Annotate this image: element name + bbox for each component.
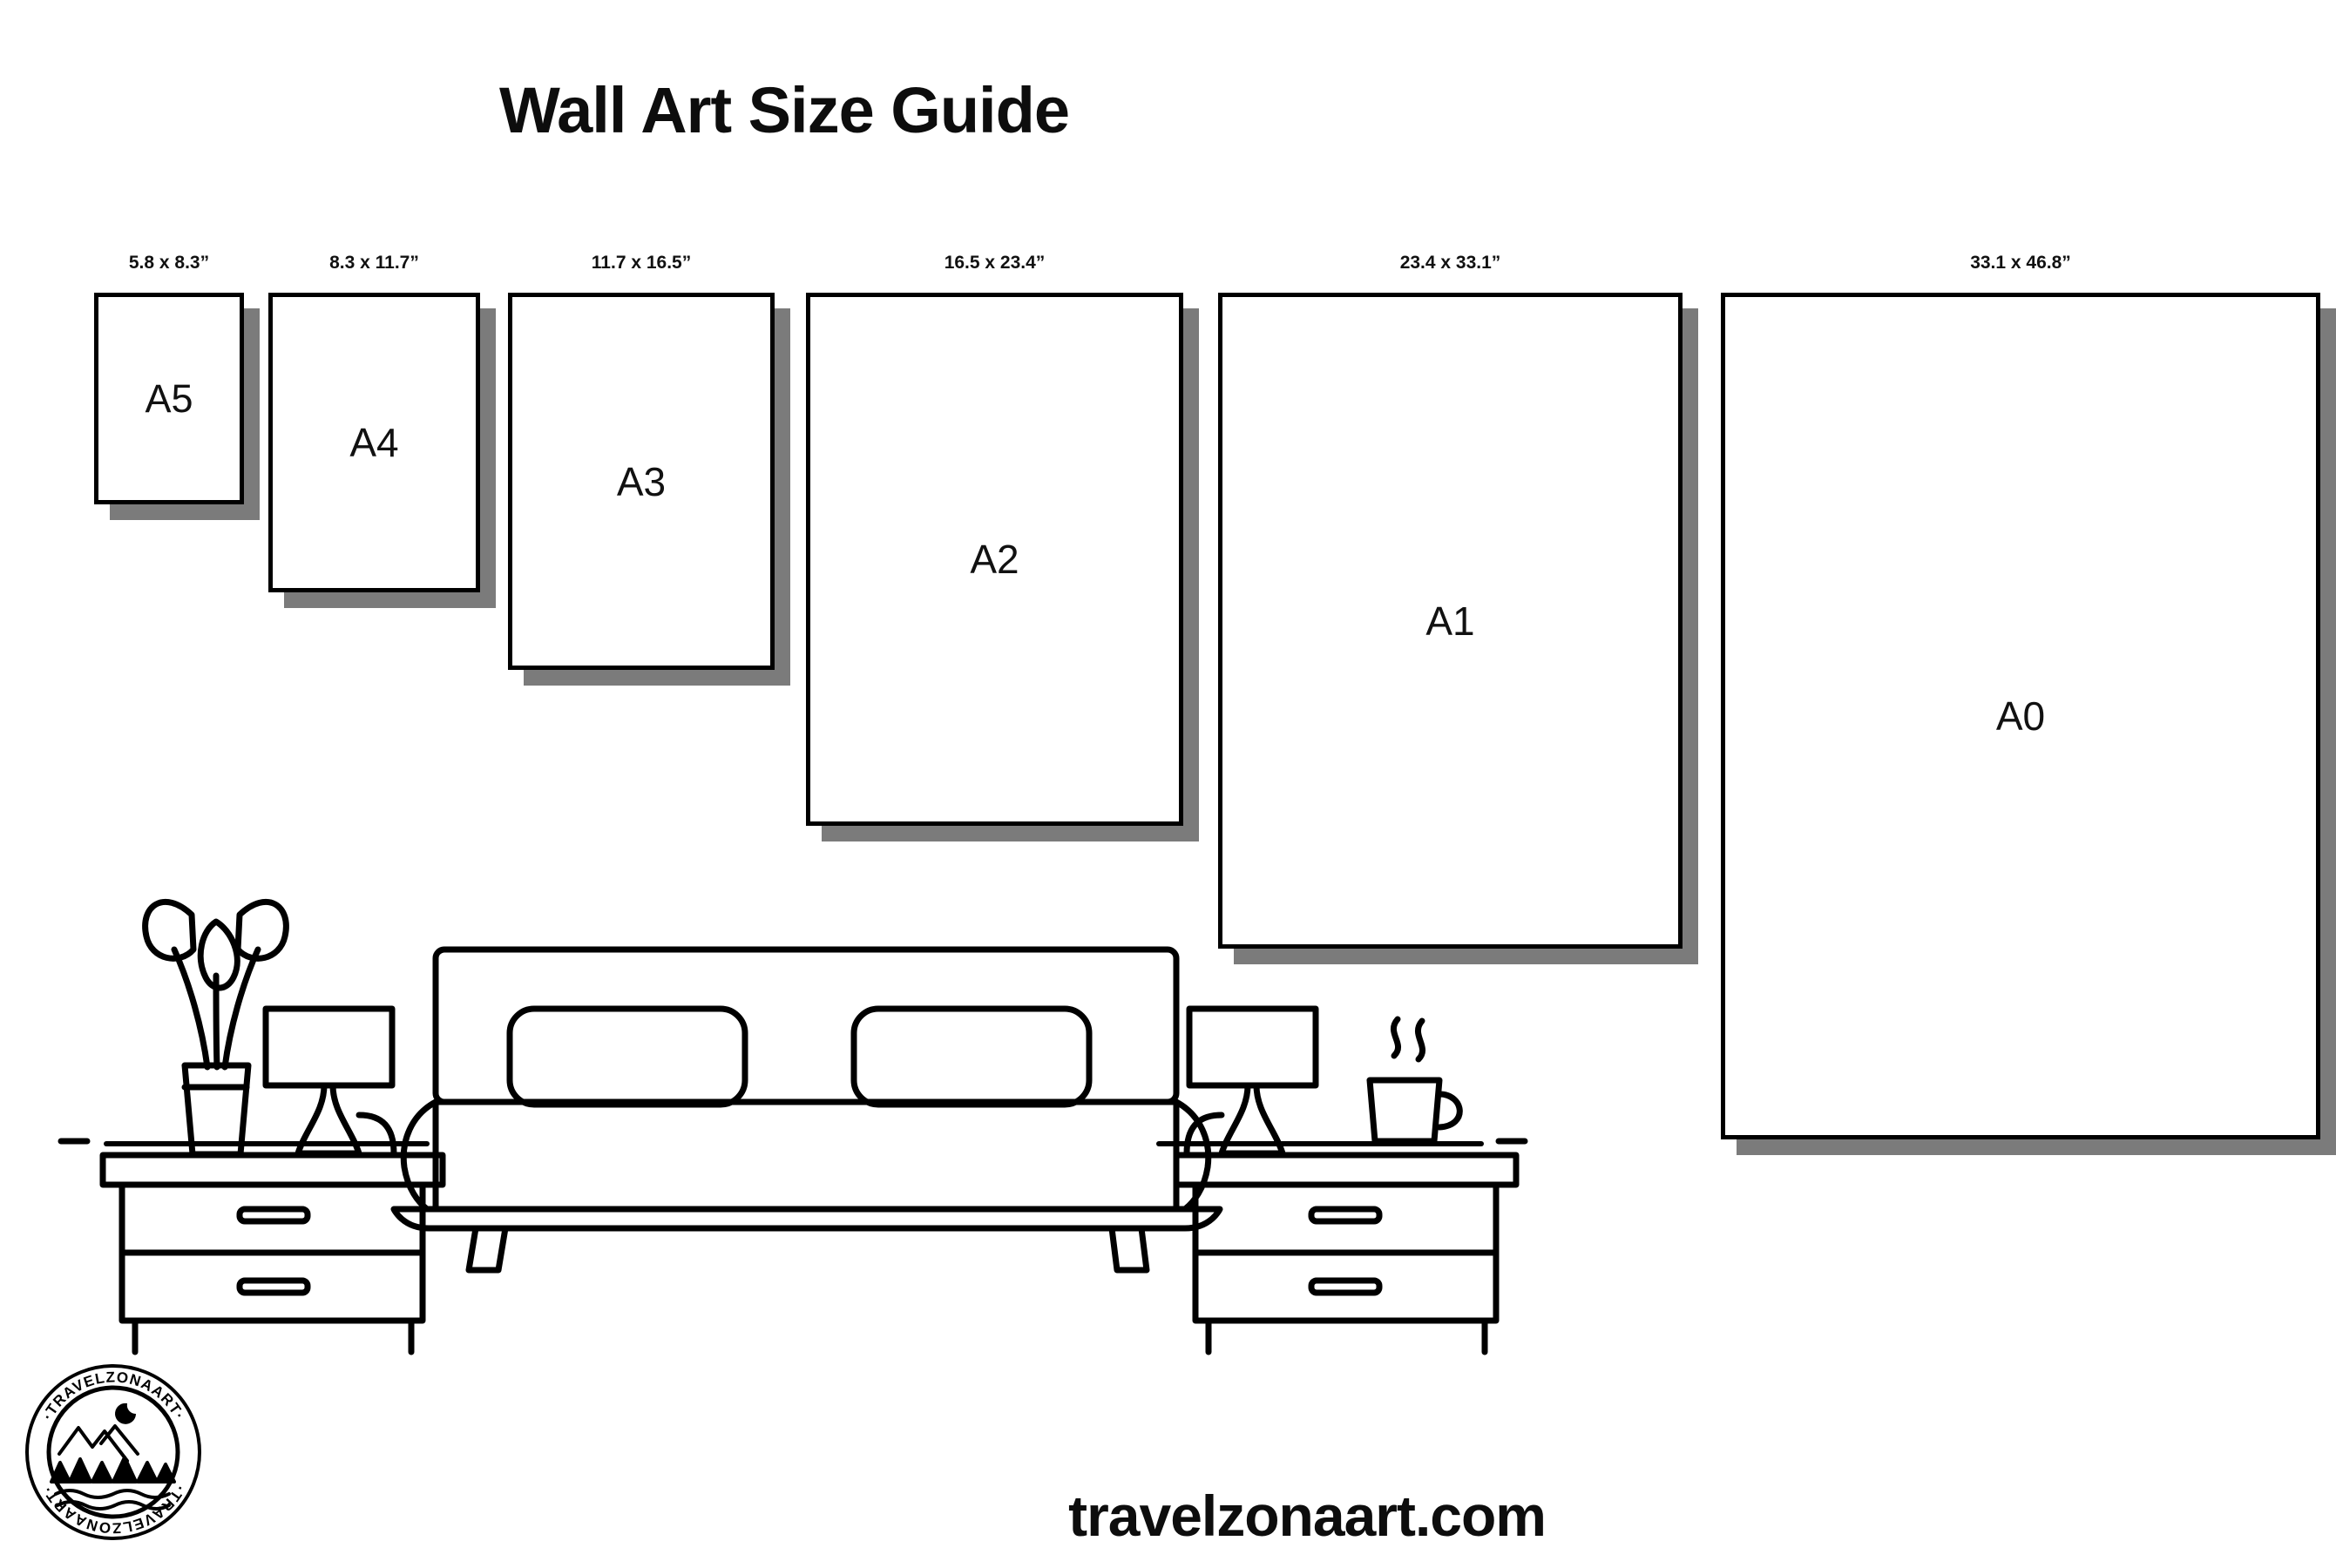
left-lamp <box>266 1009 394 1153</box>
poster-dimension-label: 23.4 x 33.1” <box>1399 253 1501 273</box>
poster-dimension-label: 33.1 x 46.8” <box>1970 253 2071 273</box>
logo-ring-text-bottom: ·TRAVELZONAART· <box>38 1482 189 1537</box>
poster-dimension-label: 16.5 x 23.4” <box>944 253 1046 273</box>
poster-size-name: A3 <box>616 458 667 504</box>
poster-frame-a4[interactable] <box>268 293 480 592</box>
right-nightstand <box>1176 1155 1516 1352</box>
poster-dimension-label: 11.7 x 16.5” <box>591 253 692 273</box>
poster-size-a0[interactable] <box>1721 253 2320 1139</box>
poster-size-a2[interactable] <box>806 253 1183 826</box>
poster-size-a5[interactable] <box>94 253 244 504</box>
poster-frame-a0[interactable] <box>1721 293 2320 1139</box>
poster-size-a3[interactable] <box>508 253 775 670</box>
poster-frame-a5[interactable] <box>94 293 244 504</box>
coffee-cup <box>1370 1019 1459 1141</box>
bedroom-scene-illustration <box>52 854 1534 1220</box>
poster-frame-a2[interactable] <box>806 293 1183 826</box>
poster-frame-a1[interactable] <box>1218 293 1683 949</box>
poster-size-row <box>0 253 2071 897</box>
brand-logo <box>24 1363 203 1542</box>
poster-size-name: A2 <box>970 537 1019 582</box>
poster-dimension-label: 5.8 x 8.3” <box>128 253 210 273</box>
poster-size-name: A4 <box>349 420 399 465</box>
page-title: Wall Art Size Guide <box>499 74 1069 146</box>
poster-frame-a3[interactable] <box>508 293 775 670</box>
site-url: travelzonaart.com <box>1068 1484 1546 1548</box>
left-nightstand <box>103 1155 443 1352</box>
poster-dimension-label: 8.3 x 11.7” <box>329 253 419 273</box>
poster-size-name: A0 <box>1995 693 2046 739</box>
poster-size-name: A5 <box>145 375 193 421</box>
logo-ring-text-top: ·TRAVELZONAART· <box>38 1369 189 1423</box>
poster-size-a1[interactable] <box>1218 253 1683 949</box>
poster-size-a4[interactable] <box>268 253 480 592</box>
bed <box>394 950 1220 1270</box>
poster-size-name: A1 <box>1425 598 1475 644</box>
